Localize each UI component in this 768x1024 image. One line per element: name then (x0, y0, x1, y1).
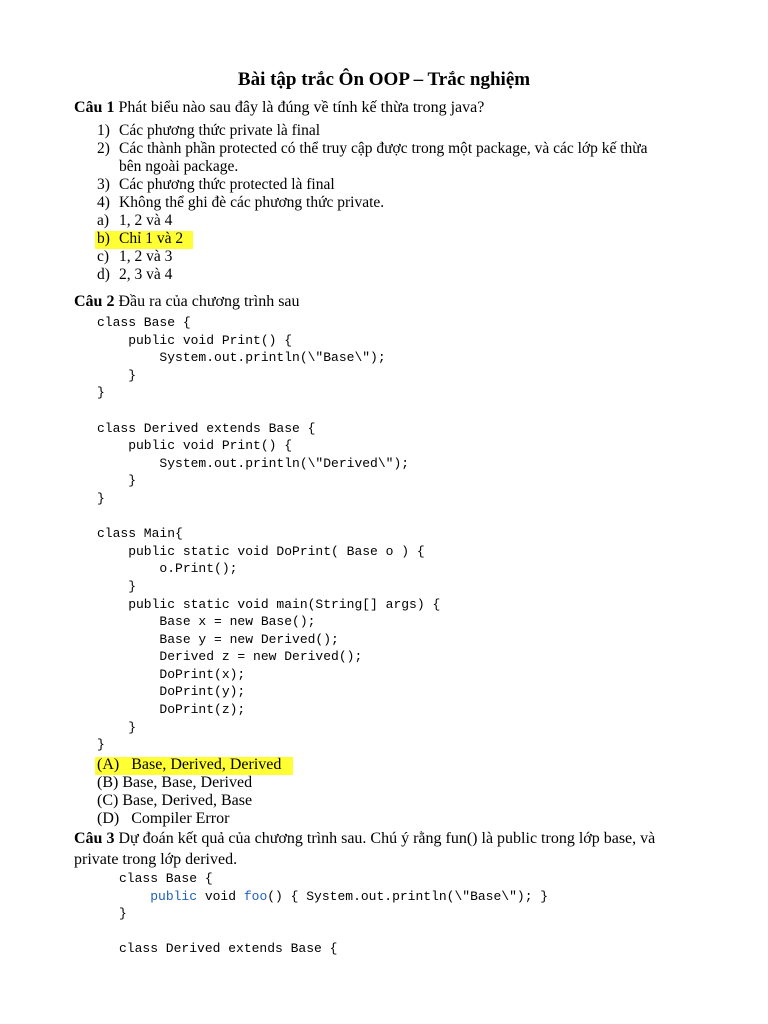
question-1-heading (74, 98, 484, 118)
question-3-code-block (119, 870, 548, 958)
code-function-name: foo (243, 888, 268, 904)
statement-text: bên ngoài package. (119, 158, 239, 175)
answer-letter: (D) (97, 810, 120, 827)
code-line: Derived z = new Derived(); (97, 649, 363, 665)
code-line: } (97, 719, 137, 735)
option-letter: a) (97, 212, 110, 229)
option-text: 1, 2 và 4 (119, 212, 173, 229)
option-text: 1, 2 và 3 (119, 248, 173, 265)
question-1-text: Phát biểu nào sau đây là đúng về tính kế thừa trong java? (118, 99, 485, 116)
statement-text: Không thể ghi đè các phương thức private. (119, 194, 385, 211)
code-line: Base x = new Base(); (97, 614, 316, 630)
code-text: void (197, 888, 244, 904)
code-line: DoPrint(z); (97, 702, 246, 718)
question-2-label: Câu 2 (74, 293, 115, 310)
statement-text: Các phương thức private là final (119, 122, 321, 139)
answer-letter: (A) (97, 756, 120, 773)
code-line: public static void DoPrint( Base o ) { (97, 543, 425, 559)
statement-text: Các thành phần protected có thể truy cập được trong một package, và các lớp kế thừa (119, 140, 648, 157)
code-line (119, 889, 548, 904)
code-line: } (97, 367, 137, 383)
code-text: () { System.out.println(\"Base\"); } (267, 888, 549, 904)
answer-letter: (B) (97, 774, 119, 791)
option-letter: b) (97, 230, 110, 247)
question-2-text: Đầu ra của chương trình sau (118, 293, 300, 310)
code-line: } (97, 473, 137, 489)
code-line: public static void main(String[] args) { (97, 596, 441, 612)
code-line: class Derived extends Base { (119, 941, 338, 957)
code-line: class Derived extends Base { (97, 420, 316, 436)
question-3-text-line-1: Dự đoán kết quả của chương trình sau. Chú ý rằng fun() là public trong lớp base, và (118, 830, 656, 847)
code-line: public void Print() { (97, 332, 293, 348)
question-2-heading (74, 292, 300, 312)
option-letter: d) (97, 266, 110, 283)
code-line: } (97, 385, 105, 401)
answer-a-correct (97, 756, 281, 774)
answer-d (97, 810, 229, 828)
question-3-label: Câu 3 (74, 830, 115, 847)
option-text: 2, 3 và 4 (119, 266, 173, 283)
question-3-heading (74, 829, 655, 849)
option-letter: c) (97, 248, 110, 265)
statement-number: 4) (97, 194, 110, 211)
code-line: class Base { (119, 871, 213, 886)
question-2-code-block (97, 314, 440, 754)
code-line: DoPrint(y); (97, 684, 246, 700)
statement-number: 2) (97, 140, 110, 157)
code-line: class Main{ (97, 526, 183, 542)
answer-text: Base, Base, Derived (122, 774, 253, 791)
question-1-label: Câu 1 (74, 99, 115, 116)
answer-letter: (C) (97, 792, 119, 809)
question-3-text-line-2: private trong lớp derived. (74, 851, 238, 868)
statement-number: 1) (97, 122, 110, 139)
answer-text: Compiler Error (131, 810, 230, 827)
code-line: System.out.println(\"Base\"); (97, 350, 386, 366)
code-indent (119, 889, 150, 904)
code-line: Base y = new Derived(); (97, 631, 339, 647)
statement-text: Các phương thức protected là final (119, 176, 335, 193)
option-text: Chỉ 1 và 2 (119, 230, 184, 247)
answer-text: Base, Derived, Derived (131, 756, 282, 773)
code-line: } (97, 737, 105, 753)
code-line: public void Print() { (97, 438, 293, 454)
answer-b (97, 774, 252, 792)
code-line: } (97, 578, 137, 594)
statement-number: 3) (97, 176, 110, 193)
code-line: DoPrint(x); (97, 666, 246, 682)
code-line: o.Print(); (97, 561, 238, 577)
page-title: Bài tập trắc Ôn OOP – Trắc nghiệm (237, 69, 531, 90)
answer-text: Base, Derived, Base (122, 792, 253, 809)
answer-c (97, 792, 252, 810)
code-line: class Base { (97, 315, 191, 330)
code-keyword: public (150, 888, 198, 904)
code-line: } (97, 490, 105, 506)
code-line: System.out.println(\"Derived\"); (97, 455, 410, 471)
code-line: } (119, 906, 127, 922)
